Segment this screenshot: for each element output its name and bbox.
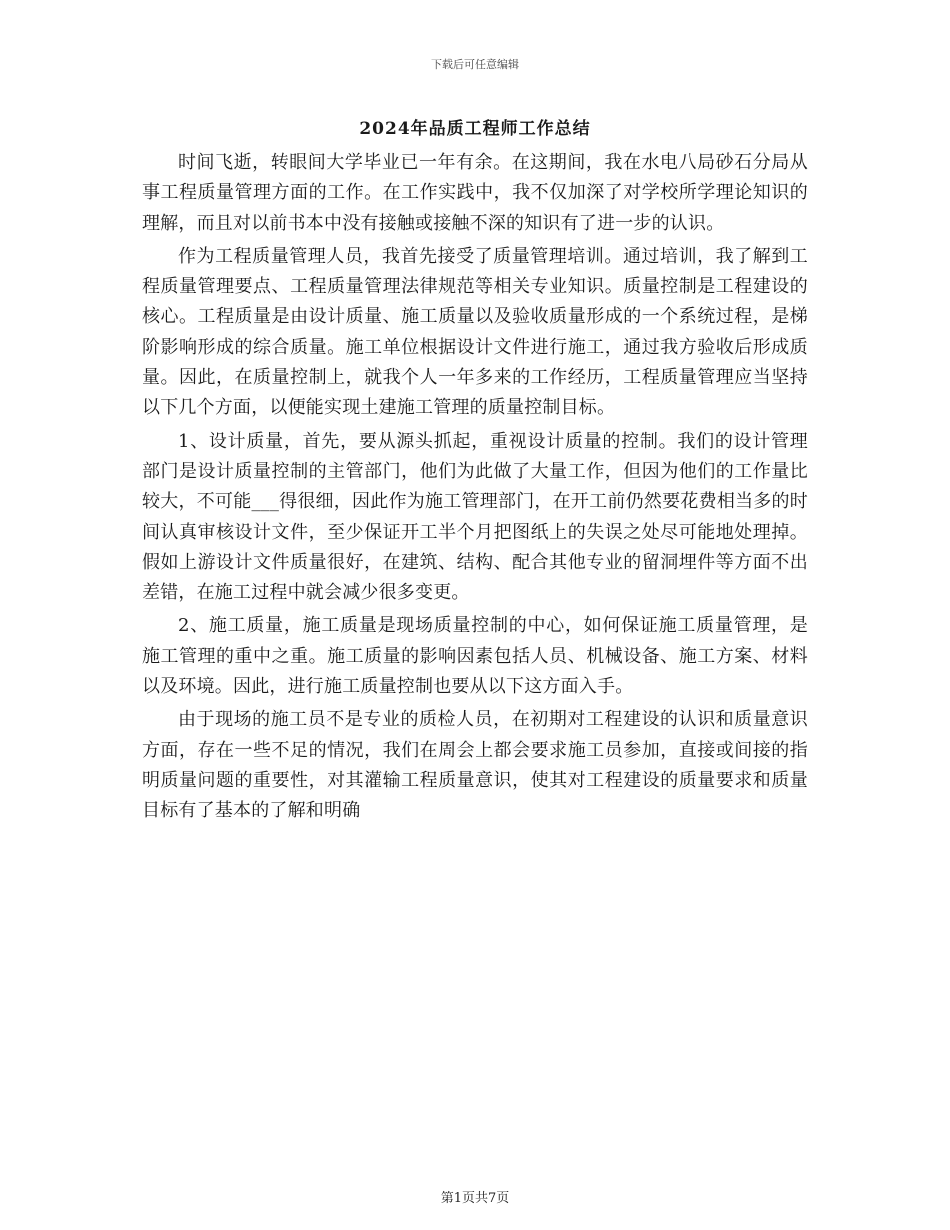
paragraph: 2、施工质量，施工质量是现场质量控制的中心，如何保证施工质量管理，是施工管理的重中之重。施工质量的影响因素包括人员、机械设备、施工方案、材料以及环境。因此，进行施工质量控制也要从以下这方面入手。 bbox=[142, 615, 808, 698]
header-note: 下载后可任意编辑 bbox=[431, 58, 519, 71]
paragraph: 作为工程质量管理人员，我首先接受了质量管理培训。通过培训，我了解到工程质量管理要点、工程质量管理法律规范等相关专业知识。质量控制是工程建设的核心。工程质量是由设计质量、施工质量以及验收质量形成的一个系统过程，是梯阶影响形成的综合质量。施工单位根据设计文件进行施工，通过我方验收后形成质量。因此，在质量控制上，就我个人一年多来的工作经历，工程质量管理应当坚持以下几个方面，以便能实现土建施工管理的质量控制目标。 bbox=[142, 245, 808, 419]
page-footer: 第1页共7页 bbox=[440, 1191, 510, 1206]
document-title: 2024年品质工程师工作总结 bbox=[359, 119, 591, 139]
paragraph: 1、设计质量，首先，要从源头抓起，重视设计质量的控制。我们的设计管理部门是设计质量控制的主管部门，他们为此做了大量工作，但因为他们的工作量比较大，不可能___得很细，因此作为施工管理部门，在开工前仍然要花费相当多的时间认真审核设计文件，至少保证开工半个月把图纸上的失误之处尽可能地处理掉。假如上游设计文件质量很好，在建筑、结构、配合其他专业的留洞埋件等方面不出差错，在施工过程中就会减少很多变更。 bbox=[142, 430, 808, 604]
paragraph: 时间飞逝，转眼间大学毕业已一年有余。在这期间，我在水电八局砂石分局从事工程质量管理方面的工作。在工作实践中，我不仅加深了对学校所学理论知识的理解，而且对以前书本中没有接触或接触不深的知识有了进一步的认识。 bbox=[142, 152, 808, 234]
document-body bbox=[142, 148, 808, 830]
paragraph: 由于现场的施工员不是专业的质检人员，在初期对工程建设的认识和质量意识方面，存在一些不足的情况，我们在周会上都会要求施工员参加，直接或间接的指明质量问题的重要性，对其灌输工程质量意识，使其对工程建设的质量要求和质量目标有了基本的了解和明确 bbox=[142, 709, 808, 822]
